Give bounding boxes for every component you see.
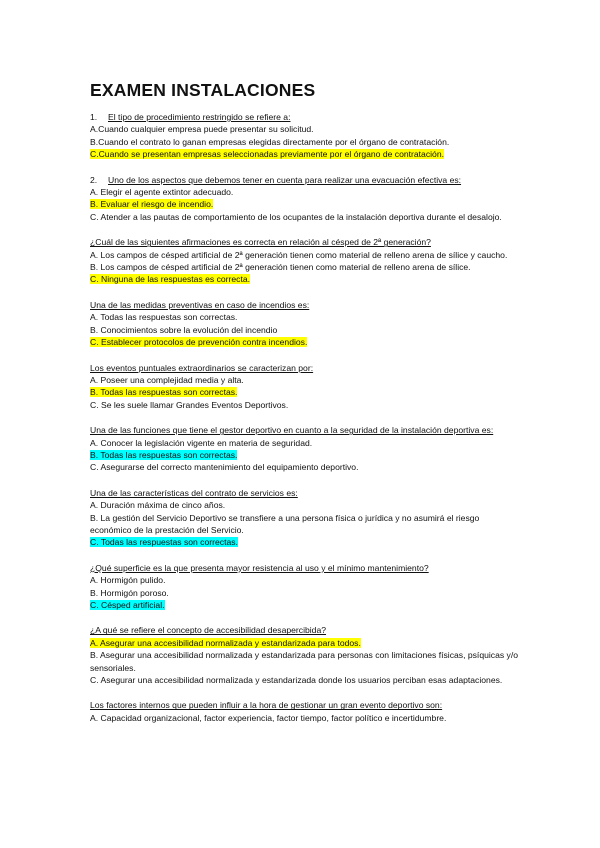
answer-option xyxy=(90,449,520,461)
answer-option-text: B. Conocimientos sobre la evolución del incendio xyxy=(90,324,278,335)
answer-option xyxy=(90,461,520,473)
answer-option-text: C. Establecer protocolos de prevención contra incendios. xyxy=(90,337,308,348)
question-label: Los factores internos que pueden influir a la hora de gestionar un gran evento deportivo son: xyxy=(90,700,443,711)
answer-option xyxy=(90,399,520,411)
answer-option-text: A. Conocer la legislación vigente en materia de seguridad. xyxy=(90,437,313,448)
question-block xyxy=(90,562,520,612)
question-text xyxy=(90,699,520,711)
question-label: Una de las funciones que tiene el gestor deportivo en cuanto a la seguridad de la instalación deportiva es: xyxy=(90,425,494,436)
question-block xyxy=(90,699,520,724)
question-block xyxy=(90,111,520,161)
answer-option-text: A. Elegir el agente extintor adecuado. xyxy=(90,187,234,198)
question-block xyxy=(90,174,520,224)
answer-option xyxy=(90,637,520,649)
answer-option-text: A. Los campos de césped artificial de 2ª generación tienen como material de relleno arena de sílice y caucho. xyxy=(90,249,508,260)
question-text xyxy=(90,562,520,574)
answer-option xyxy=(90,261,520,273)
answer-option-text: A.Cuando cualquier empresa puede presentar su solicitud. xyxy=(90,124,314,135)
answer-option xyxy=(90,512,520,537)
answer-option-text: A. Duración máxima de cinco años. xyxy=(90,500,226,511)
answer-option xyxy=(90,186,520,198)
answer-option xyxy=(90,649,520,674)
answer-option xyxy=(90,273,520,285)
question-block xyxy=(90,236,520,286)
answer-option xyxy=(90,587,520,599)
answer-option-text: C. Todas las respuestas son correctas. xyxy=(90,537,238,548)
answer-option xyxy=(90,674,520,686)
question-block xyxy=(90,624,520,686)
answer-option xyxy=(90,211,520,223)
answer-option xyxy=(90,712,520,724)
answer-option xyxy=(90,536,520,548)
question-label: El tipo de procedimiento restringido se refiere a: xyxy=(108,112,291,122)
answer-option xyxy=(90,198,520,210)
answer-option xyxy=(90,599,520,611)
page-title: EXAMEN INSTALACIONES xyxy=(90,80,316,100)
answer-option-text: B. Todas las respuestas son correctas. xyxy=(90,449,238,460)
answer-option xyxy=(90,374,520,386)
question-block xyxy=(90,424,520,474)
answer-option xyxy=(90,324,520,336)
question-text xyxy=(90,424,520,436)
answer-option-text: A. Hormigón pulido. xyxy=(90,575,166,586)
answer-option-text: B. La gestión del Servicio Deportivo se transfiere a una persona física o jurídica y no asumirá el riesgo económico de la prestación del Servicio. xyxy=(90,512,480,535)
answer-option xyxy=(90,386,520,398)
question-text xyxy=(90,624,520,636)
question-text xyxy=(90,236,520,248)
question-label: Uno de los aspectos que debemos tener en cuenta para realizar una evacuación efectiva es: xyxy=(108,174,462,185)
answer-option-text: A. Poseer una complejidad media y alta. xyxy=(90,374,244,385)
answer-option-text: C. Asegurarse del correcto mantenimiento del equipamiento deportivo. xyxy=(90,462,359,473)
answer-option xyxy=(90,311,520,323)
question-block xyxy=(90,487,520,549)
question-text xyxy=(90,362,520,374)
answer-option-text: B. Hormigón poroso. xyxy=(90,587,169,598)
question-label: Los eventos puntuales extraordinarios se caracterizan por: xyxy=(90,362,314,373)
answer-option-text: C. Asegurar una accesibilidad normalizada y estandarizada donde los usuarios perciban esas adaptaciones. xyxy=(90,675,503,686)
answer-option xyxy=(90,437,520,449)
question-block xyxy=(90,299,520,349)
answer-option-text: A. Todas las respuestas son correctas. xyxy=(90,312,238,323)
answer-option-text: B. Evaluar el riesgo de incendio. xyxy=(90,199,214,210)
answer-option-text: C. Atender a las pautas de comportamiento de los ocupantes de la instalación deportiva durante el desalojo. xyxy=(90,211,502,222)
answer-option-text: C. Se les suele llamar Grandes Eventos Deportivos. xyxy=(90,399,289,410)
answer-option xyxy=(90,249,520,261)
answer-option-text: A. Asegurar una accesibilidad normalizada y estandarizada para todos. xyxy=(90,637,361,648)
question-number: 2. xyxy=(90,174,98,185)
answer-option-text: C. Ninguna de las respuestas es correcta. xyxy=(90,274,251,285)
answer-option-text: C. Césped artificial. xyxy=(90,600,165,610)
answer-option xyxy=(90,136,520,148)
question-text xyxy=(90,174,520,186)
question-list xyxy=(90,111,520,724)
answer-option xyxy=(90,123,520,135)
answer-option xyxy=(90,574,520,586)
answer-option-text: B.Cuando el contrato lo ganan empresas elegidas directamente por el órgano de contratación. xyxy=(90,136,450,147)
question-block xyxy=(90,362,520,412)
question-text xyxy=(90,111,520,123)
answer-option xyxy=(90,499,520,511)
answer-option-text: B. Todas las respuestas son correctas. xyxy=(90,387,238,398)
question-label: ¿A qué se refiere el concepto de accesibilidad desapercibida? xyxy=(90,625,327,636)
question-number: 1. xyxy=(90,112,98,122)
question-label: ¿Cuál de las siguientes afirmaciones es correcta en relación al césped de 2ª generación? xyxy=(90,237,431,248)
question-label: ¿Qué superficie es la que presenta mayor resistencia al uso y el mínimo mantenimiento? xyxy=(90,562,429,573)
answer-option-text: B. Los campos de césped artificial de 2ª generación tienen como material de relleno arena de sílice. xyxy=(90,262,471,273)
answer-option xyxy=(90,336,520,348)
question-label: Una de las características del contrato de servicios es: xyxy=(90,487,298,498)
answer-option-text: A. Capacidad organizacional, factor experiencia, factor tiempo, factor político e incertidumbre. xyxy=(90,712,447,723)
question-text xyxy=(90,299,520,311)
answer-option-text: B. Asegurar una accesibilidad normalizada y estandarizada para personas con limitaciones físicas, psíquicas y/o sensoriales. xyxy=(90,650,519,673)
question-label: Una de las medidas preventivas en caso de incendios es: xyxy=(90,299,310,310)
answer-option-text: C.Cuando se presentan empresas seleccionadas previamente por el órgano de contratación. xyxy=(90,149,444,160)
question-text xyxy=(90,487,520,499)
answer-option xyxy=(90,148,520,160)
